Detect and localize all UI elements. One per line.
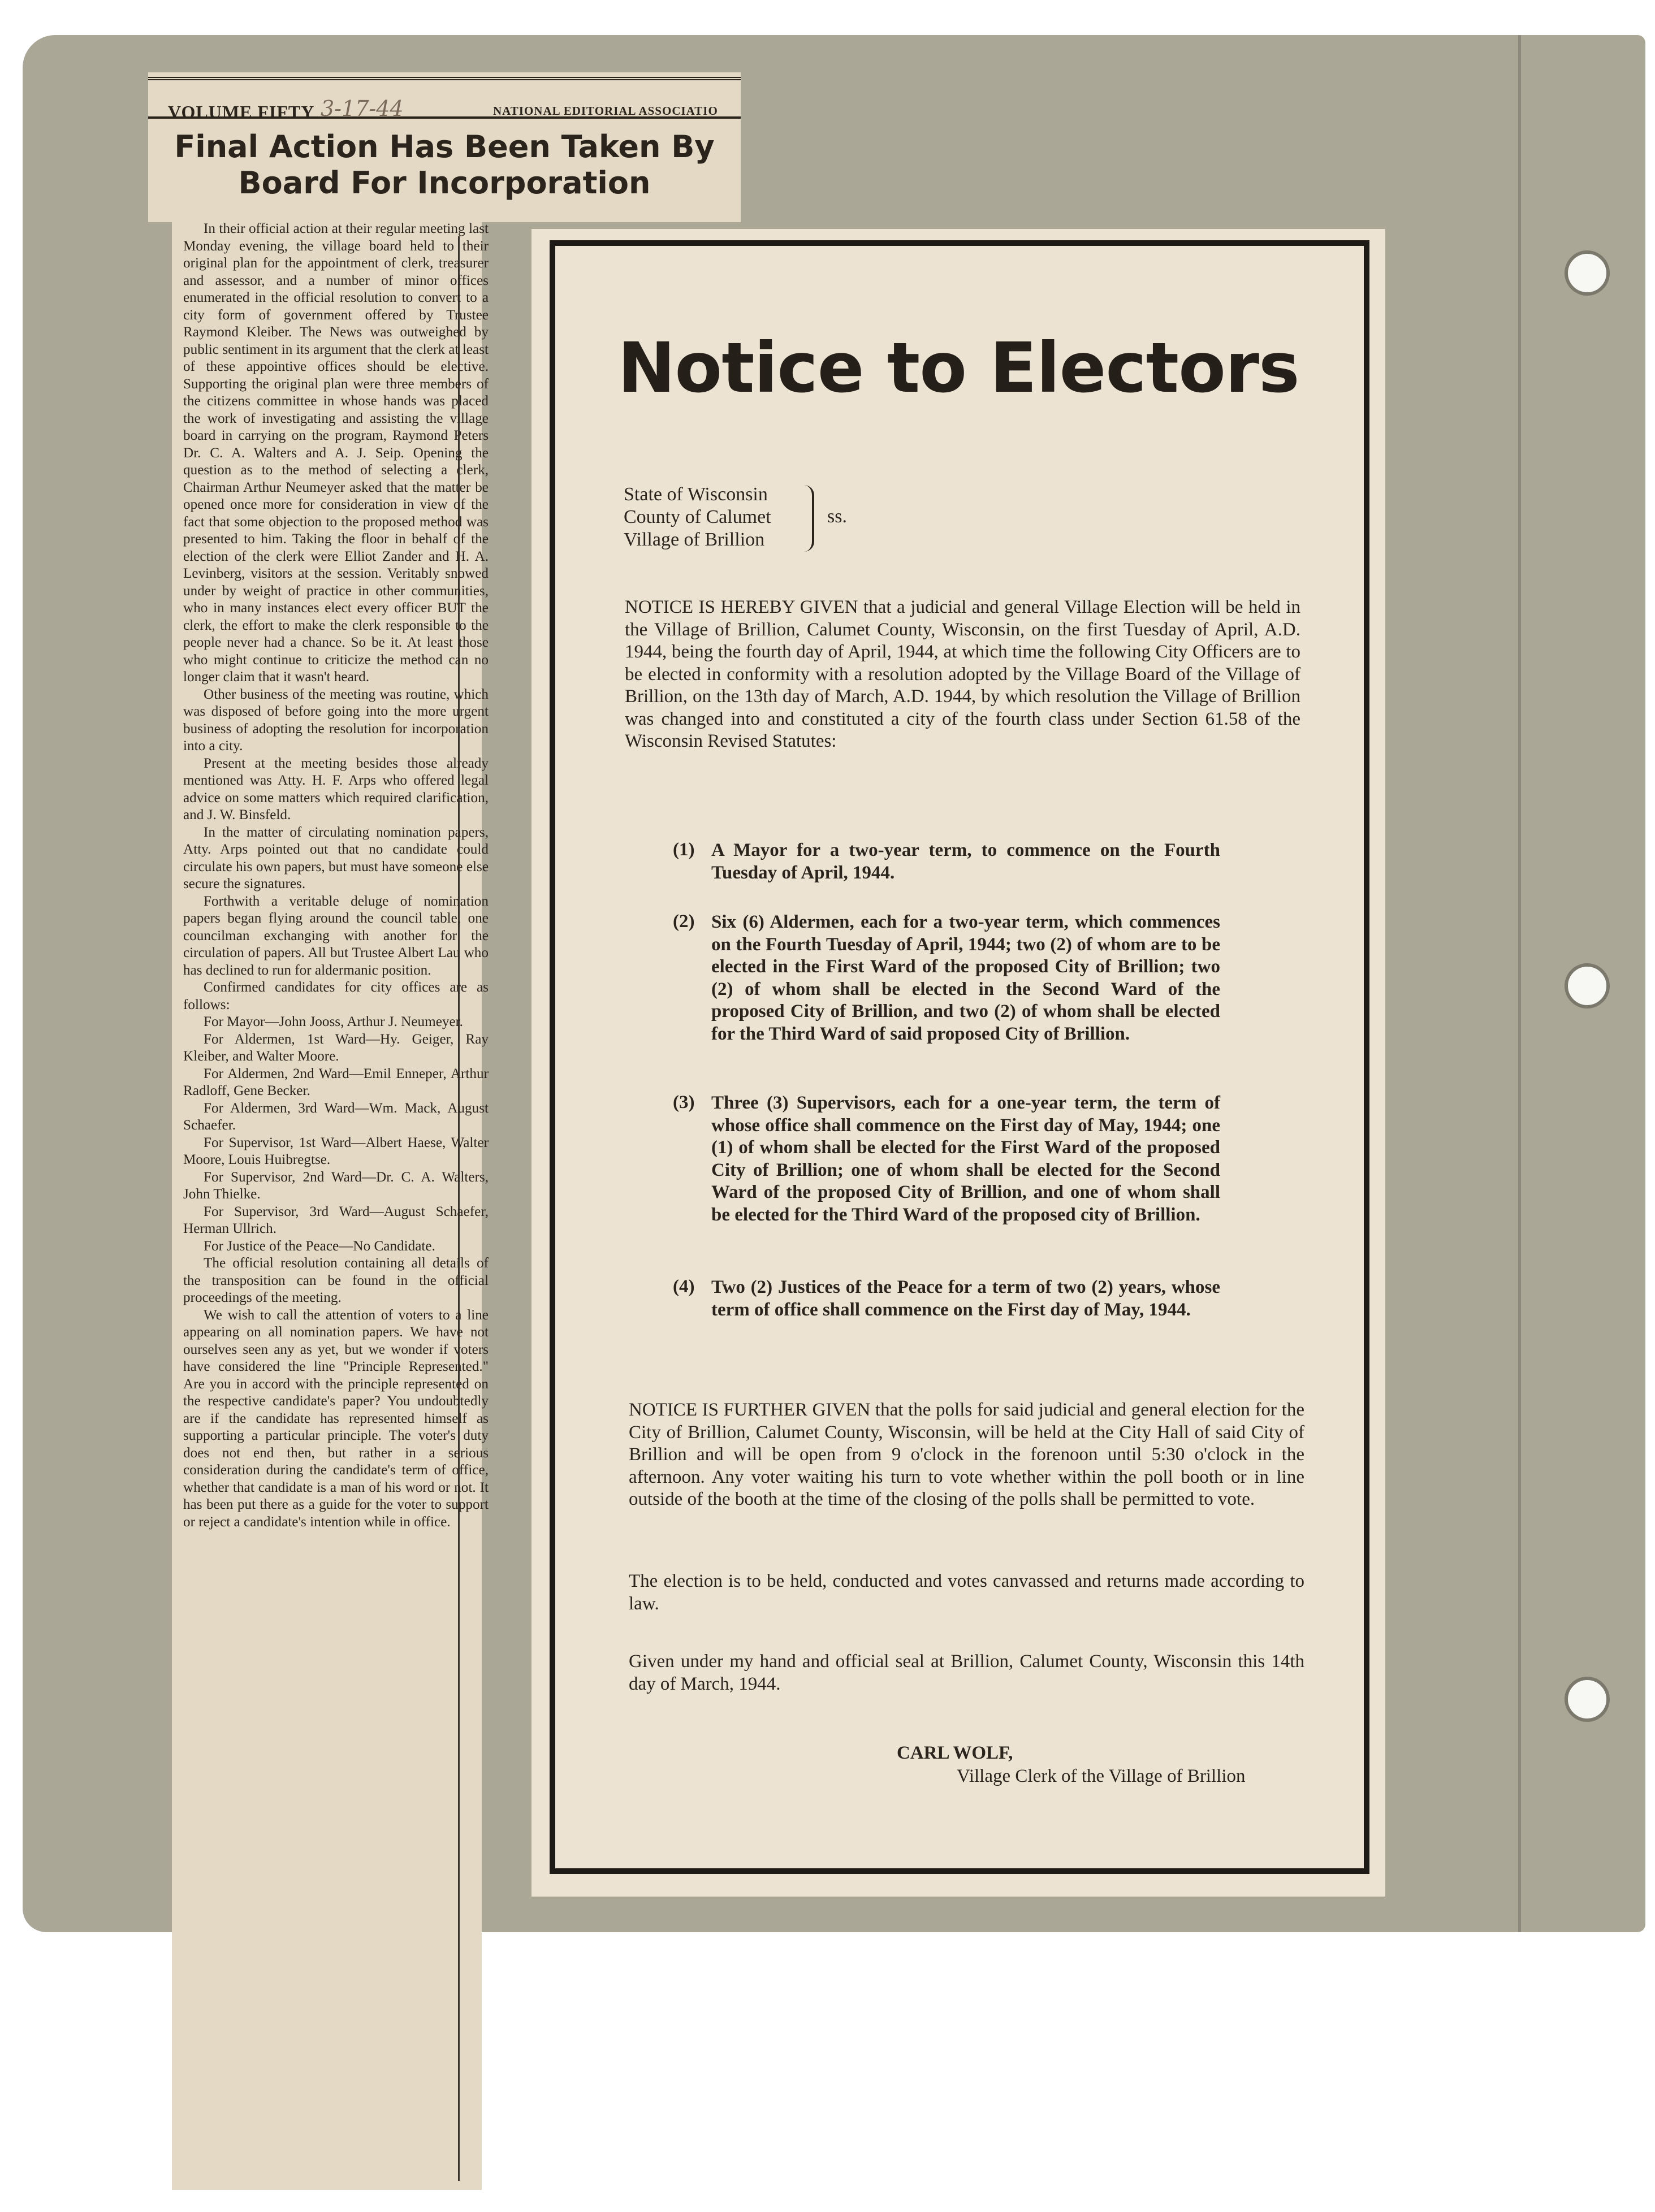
item-text: Two (2) Justices of the Peace for a term of two (2) years, whose term of office shall commence on the First day of May, 1944.: [711, 1277, 1220, 1320]
notice-intro: NOTICE IS HEREBY GIVEN that a judicial and general Village Election will be held in the Village of Brillion, Calumet County, Wisconsin, on the first Tuesday of April, A.D. 1944, being the fourth day of April, 1944, at which time the following City Officers are to be elected in conformity with a resolution adopted by the Village Board of the Village of Brillion, on the 13th day of March, A.D. 1944, by which resolution the Village of Brillion was changed into and constituted a city of the fourth class under Section 61.58 of the Wisconsin Revised Statutes:: [625, 597, 1300, 751]
signer-name: CARL WOLF,: [897, 1743, 1013, 1763]
article-paragraph: Confirmed candidates for city offices are as follows:: [183, 980, 489, 1012]
notice-given: Given under my hand and official seal at Brillion, Calumet County, Wisconsin this 14th day of March, 1944.: [629, 1651, 1304, 1694]
article-paragraph: Forthwith a veritable deluge of nomination papers began flying around the council table, one councilman exchanging with another for the circulation of papers. All but Trustee Albert Lau who has declined to run for aldermanic position.: [183, 893, 489, 978]
venue-ss: ss.: [827, 506, 847, 527]
clipping-article: [183, 220, 489, 1531]
masthead: [148, 77, 741, 122]
binder-hole: [1565, 963, 1610, 1008]
volume-label: VOLUME FIFTY: [168, 102, 315, 122]
article-paragraph: In the matter of circulating nomination papers, Atty. Arps pointed out that no candidate could circulate his own papers, but must have someone else secure the signatures.: [183, 824, 489, 891]
candidate-line: For Aldermen, 1st Ward—Hy. Geiger, Ray Kleiber, and Walter Moore.: [183, 1031, 489, 1064]
headline-line-1: Final Action Has Been Taken By: [174, 129, 715, 165]
signer-title: Village Clerk of the Village of Brillion: [957, 1766, 1246, 1786]
article-paragraph: The official resolution containing all details of the transposition can be found in the official proceedings of the meeting.: [183, 1256, 489, 1305]
item-number: (2): [673, 911, 695, 932]
article-paragraph: Other business of the meeting was routine, which was disposed of before going into the more urgent business of adopting the resolution for incorporation into a city.: [183, 686, 489, 754]
headline-line-2: Board For Incorporation: [238, 165, 651, 201]
item-text: A Mayor for a two-year term, to commence on the Fourth Tuesday of April, 1944.: [711, 840, 1220, 883]
candidate-line: For Justice of the Peace—No Candidate.: [204, 1238, 435, 1254]
article-paragraph: In their official action at their regular meeting last Monday evening, the village board held to their original plan for the appointment of clerk, treasurer and assessor, and a number of minor offices enumerated in the official resolution to convert to a city form of government offered by Trustee Raymond Kleiber. The News was outweighed by public sentiment in its argument that the clerk at least of these appointive offices should be elective. Supporting the original plan were three members of the citizens committee in whose hands was placed the work of investigating and assisting the village board in carrying on the program, Raymond Peters Dr. C. A. Walters and A. J. Seip. Opening the question as to the method of selecting a clerk, Chairman Arthur Neumeyer asked that the matter be opened once more for consideration in view of the fact that some objection to the proposed method was presented to him. Taking the floor in behalf of the election of the clerk were Elliot Zander and H. A. Levinberg, visitors at the session. Veritably snowed under by weight of practice in other communities, who in many instances elect every officer BUT the clerk, the effort to make the clerk responsible to the people never had a chance. So be it. At least those who might continue to criticize the method can no longer claim that it wasn't heard.: [183, 221, 489, 685]
item-number: (1): [673, 839, 695, 860]
notice-title: Notice to Electors: [617, 328, 1299, 408]
notice-election: The election is to be held, conducted and votes canvassed and returns made according to law.: [629, 1571, 1304, 1614]
binder-hole: [1565, 250, 1610, 296]
candidate-line: For Supervisor, 3rd Ward—August Schaefer, Herman Ullrich.: [183, 1204, 489, 1236]
candidate-line: For Mayor—John Jooss, Arthur J. Neumeyer.: [204, 1014, 463, 1029]
binder-hole: [1565, 1677, 1610, 1722]
article-paragraph: Present at the meeting besides those already mentioned was Atty. H. F. Arps who offered legal advice on some matters which required clarification, and J. W. Binsfeld.: [183, 755, 489, 823]
clipping-headline: [148, 129, 741, 201]
association-label: NATIONAL EDITORIAL ASSOCIATIO: [493, 104, 718, 118]
venue-brace: [803, 485, 814, 552]
item-number: (4): [673, 1276, 695, 1297]
item-number: (3): [673, 1092, 695, 1113]
candidate-line: For Supervisor, 1st Ward—Albert Haese, Walter Moore, Louis Huibregtse.: [183, 1135, 489, 1167]
candidate-line: For Supervisor, 2nd Ward—Dr. C. A. Walters, John Thielke.: [183, 1169, 489, 1202]
notice-further: NOTICE IS FURTHER GIVEN that the polls for said judicial and general election for the City of Brillion, Calumet County, Wisconsin, will be held at the City Hall of said City of Brillion and will be open from 9 o'clock in the forenoon until 5:30 o'clock in the afternoon. Any voter waiting his turn to vote whether within the poll booth or in line outside of the booth at the time of the closing of the polls shall be permitted to vote.: [629, 1400, 1304, 1509]
venue-state: State of Wisconsin: [624, 484, 768, 505]
venue-block: [624, 483, 771, 551]
venue-village: Village of Brillion: [624, 529, 765, 550]
handwritten-date: 3-17-44: [321, 96, 404, 121]
item-text: Three (3) Supervisors, each for a one-year term, the term of whose office shall commence on the First day of May, 1944; one (1) of whom shall be elected for the First Ward of the proposed City of Brillion; one of whom shall be elected for the Second Ward of the proposed City of Brillion, and one of whom shall be elected for the Third Ward of the proposed city of Brillion.: [711, 1093, 1220, 1225]
venue-county: County of Calumet: [624, 507, 771, 527]
candidate-line: For Aldermen, 2nd Ward—Emil Enneper, Arthur Radloff, Gene Becker.: [183, 1066, 489, 1098]
article-paragraph: We wish to call the attention of voters to a line appearing on all nomination papers. We have not ourselves seen any as yet, but we wonder if voters have considered the line "Principle Represented." Are you in accord with the principle represented on the respective candidate's paper? You undoubtedly are if the candidate has represented himself as supporting a particular principle. The voter's duty does not end then, but rather in a serious consideration during the candidate's term of office, whether that candidate is a man of his word or not. It has been put there as a guide for the voter to support or reject a candidate's intention while in office.: [183, 1307, 489, 1530]
item-text: Six (6) Aldermen, each for a two-year term, which commences on the Fourth Tuesday of April, 1944; two (2) of whom are to be elected in the First Ward of the proposed City of Brillion; two (2) of whom shall be elected in the Second Ward of the proposed City of Brillion, and two (2) of whom shall be elected for the Third Ward of said proposed City of Brillion.: [711, 912, 1220, 1044]
page-spine: [1518, 35, 1521, 1932]
candidate-line: For Aldermen, 3rd Ward—Wm. Mack, August Schaefer.: [183, 1100, 489, 1133]
